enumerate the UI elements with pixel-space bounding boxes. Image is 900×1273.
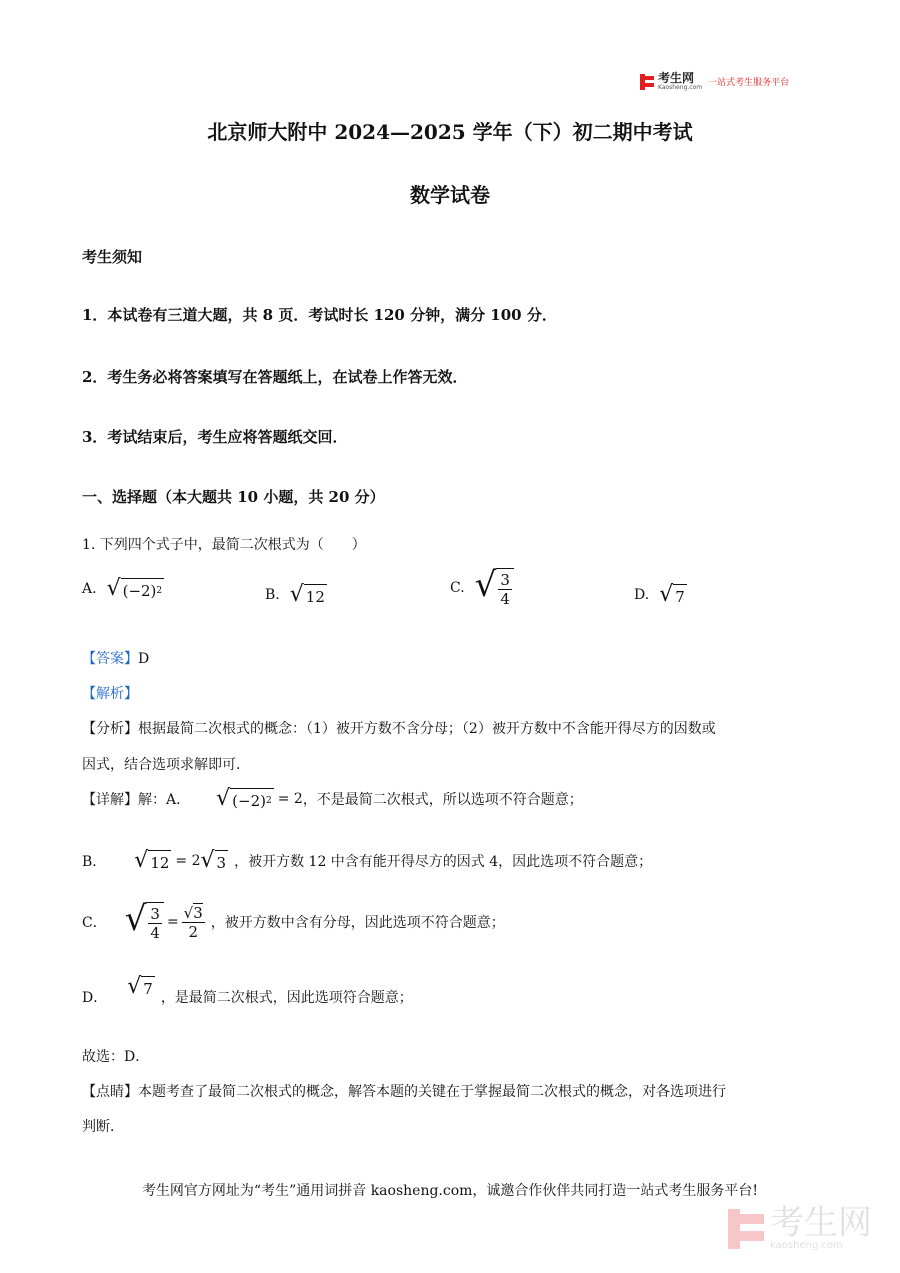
fenxi-tag: 【分析】 [82, 721, 138, 737]
solution-b [82, 850, 652, 872]
notice-item: 3．考试结束后，考生应将答题纸交回． [82, 428, 348, 446]
dianjing-text-cont: 判断． [82, 1119, 124, 1135]
brand-logo-text [658, 72, 702, 91]
option-c-denominator: 4 [500, 590, 510, 608]
solution-a-expression: √ (−2) 2 [216, 786, 272, 811]
solution-c-denominator: 4 [150, 924, 160, 942]
solution-a-prefix: 解：A． [138, 792, 191, 808]
answer-value: D [138, 651, 150, 667]
solution-b-expression: √ 12 [134, 848, 170, 873]
notice-item: 1．本试卷有三道大题，共 8 页．考试时长 120 分钟，满分 100 分． [82, 306, 557, 324]
page-title: 北京师大附中 2024—2025 学年（下）初二期中考试 [207, 120, 693, 144]
solution-b-prefix: B． [82, 854, 107, 870]
solution-c-numerator: 3 [150, 905, 160, 923]
choose-line: 故选：D． [82, 1049, 150, 1065]
notice-item: 2．考生务必将答案填写在答题纸上，在试卷上作答无效． [82, 368, 468, 386]
question-stem: 1. 下列四个式子中，最简二次根式为（ ） [82, 537, 366, 553]
fenxi-text: 根据最简二次根式的概念：（1）被开方数不含分母；（2）被开方数中不含能开得尽方的因数或 [138, 721, 716, 737]
solution-b-comment: ，被开方数 12 中含有能开得尽方的因式 4，因此选项不符合题意； [234, 854, 653, 870]
option-c-numerator: 3 [500, 571, 510, 589]
option-d-expression: √ 7 [659, 582, 685, 607]
solution-c-rhs-denominator: 2 [188, 922, 198, 941]
watermark-logo [728, 1203, 872, 1251]
solution-b-radicand: 12 [148, 850, 171, 872]
solution-d-radicand: 7 [141, 976, 155, 998]
solution-a-result: = 2 [277, 791, 303, 807]
brand-tagline: 一站式考生服务平台 [708, 78, 790, 88]
option-d-radicand: 7 [673, 584, 687, 606]
solution-b-coefficient: = 2 [175, 853, 201, 869]
option-a-expression: √ (−2) 2 [106, 576, 163, 601]
page-subtitle: 数学试卷 [410, 183, 490, 207]
solution-b-rhs: √ 3 [200, 848, 227, 873]
option-a-radicand: (−2) [122, 581, 157, 600]
fenxi-text-cont: 因式，结合选项求解即可． [82, 757, 250, 773]
option-a-label: A. [82, 581, 97, 597]
dianjing-text: 本题考查了最简二次根式的概念，解答本题的关键在于掌握最简二次根式的概念，对各选项进行 [138, 1084, 726, 1100]
option-b-label: B. [265, 587, 280, 603]
brand-domain: Kaosheng.com [658, 84, 703, 91]
brand-logo [640, 72, 789, 91]
solution-a-radicand: (−2) [232, 791, 266, 810]
option-c-label: C. [450, 580, 465, 596]
option-c-expression: √ $\frac{3}{4}$ [475, 568, 514, 608]
option-b-expression: √ 12 [289, 582, 325, 607]
watermark-name: 考生网 [770, 1203, 872, 1243]
solution-c-rhs-numerator: 3 [193, 903, 203, 922]
watermark-logo-icon [728, 1209, 764, 1249]
option-a [82, 578, 164, 600]
answer-line [82, 648, 149, 668]
solution-c [82, 899, 505, 942]
option-b-radicand: 12 [304, 584, 327, 606]
option-b [265, 584, 327, 606]
solution-c-comment: ，被开方数中含有分母，因此选项不符合题意； [210, 915, 505, 931]
solution-d-expression: √ 7 [127, 974, 153, 999]
option-d-label: D. [634, 587, 650, 603]
dianjing-tag: 【点睛】 [82, 1084, 138, 1100]
notice-heading: 考生须知 [82, 248, 143, 266]
solution-a-comment: ，不是最简二次根式，所以选项不符合题意； [302, 792, 583, 808]
option-d [634, 584, 687, 606]
analysis-tag: 【解析】 [82, 686, 138, 702]
watermark-domain: kaosheng.com [770, 1240, 843, 1251]
answer-tag: 【答案】 [82, 651, 138, 667]
brand-logo-icon [640, 74, 654, 90]
solution-d [82, 974, 413, 1008]
xiangjie-tag: 【详解】 [82, 792, 138, 808]
dianjing-line [82, 1081, 726, 1101]
brand-name: 考生网 [658, 71, 695, 85]
solution-c-expression: √ $\frac{3}{4}$ [125, 902, 164, 942]
section-heading: 一、选择题（本大题共 10 小题，共 20 分） [82, 488, 385, 506]
solution-a [82, 788, 583, 810]
option-c [450, 565, 514, 608]
page-footer: 考生网官方网址为“考生”通用词拼音 kaosheng.com，诚邀合作伙伴共同打造一站式考生服务平台! [141, 1183, 759, 1199]
solution-d-comment: ，是最简二次根式，因此选项符合题意； [160, 990, 413, 1006]
equals-sign: = [166, 914, 179, 930]
solution-c-rhs: $\frac{√3}{2}$ [183, 903, 203, 941]
solution-d-prefix: D． [82, 990, 108, 1006]
solution-b-rhs-radicand: 3 [215, 850, 229, 872]
solution-c-prefix: C． [82, 915, 107, 931]
analysis-line [82, 718, 716, 738]
